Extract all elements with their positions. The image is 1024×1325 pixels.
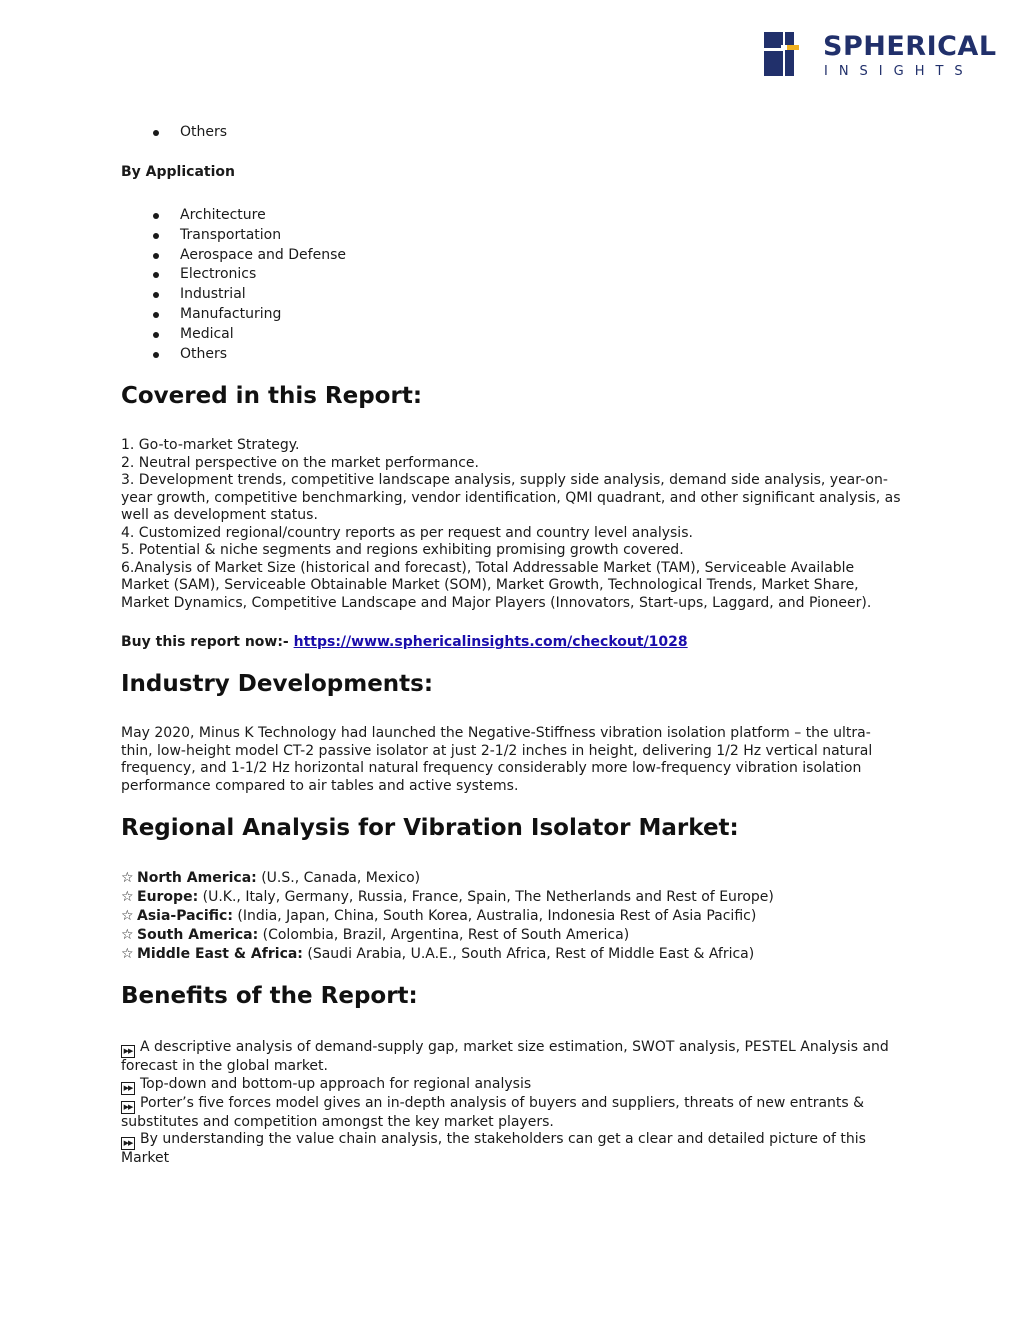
regional-heading: Regional Analysis for Vibration Isolator Market: bbox=[121, 815, 739, 841]
region-countries: (Colombia, Brazil, Argentina, Rest of South America) bbox=[262, 927, 630, 943]
region-name: North America: bbox=[137, 870, 257, 886]
list-item: Industrial bbox=[121, 285, 821, 305]
region-countries: (U.K., Italy, Germany, Russia, France, Spain, The Netherlands and Rest of Europe) bbox=[202, 889, 774, 905]
list-item: Architecture bbox=[121, 206, 821, 226]
checkout-link[interactable]: https://www.sphericalinsights.com/checkout/1028 bbox=[293, 634, 688, 650]
region-countries: (U.S., Canada, Mexico) bbox=[261, 870, 421, 886]
application-list bbox=[121, 206, 821, 364]
region-row bbox=[121, 945, 901, 964]
covered-item: 1. Go-to-market Strategy. bbox=[121, 437, 300, 453]
benefits-list bbox=[121, 1039, 901, 1168]
list-item: Manufacturing bbox=[121, 305, 821, 325]
benefit-item: ▶▶ By understanding the value chain analysis, the stakeholders can get a clear and detailed picture of this Market bbox=[121, 1131, 866, 1166]
list-item: Others bbox=[121, 345, 821, 365]
region-row bbox=[121, 926, 901, 945]
star-icon: ☆ bbox=[121, 889, 134, 905]
industry-text: May 2020, Minus K Technology had launched the Negative-Stiffness vibration isolation platform – the ultra-thin, low-height model CT-2 passive isolator at just 2-1/2 inches in height, delivering 1/2 Hz vertical natural frequency, and 1-1/2 Hz horizontal natural frequency considerably more low-frequency vibration isolation performance compared to air tables and active systems. bbox=[121, 725, 873, 794]
by-application-heading: By Application bbox=[121, 164, 235, 180]
logo-mark bbox=[763, 30, 997, 79]
region-countries: (India, Japan, China, South Korea, Australia, Indonesia Rest of Asia Pacific) bbox=[237, 908, 757, 924]
industry-heading: Industry Developments: bbox=[121, 671, 434, 697]
covered-list bbox=[121, 437, 901, 612]
benefit-item: ▶▶ Top-down and bottom-up approach for regional analysis bbox=[121, 1076, 901, 1095]
fast-forward-icon: ▶▶ bbox=[121, 1137, 135, 1150]
region-countries: (Saudi Arabia, U.A.E., South Africa, Rest of Middle East & Africa) bbox=[307, 946, 755, 962]
logo-word-insights: INSIGHTS bbox=[824, 64, 974, 79]
brand-logo bbox=[763, 30, 997, 79]
fast-forward-icon: ▶▶ bbox=[121, 1045, 135, 1058]
covered-item: 4. Customized regional/country reports as per request and country level analysis. bbox=[121, 524, 693, 541]
covered-item: 3. Development trends, competitive landscape analysis, supply side analysis, demand side analysis, year-on-year growth, competitive benchmarking, vendor identification, QMI quadrant, and other significant analysis, as well as development status. bbox=[121, 472, 901, 523]
benefits-heading: Benefits of the Report: bbox=[121, 983, 418, 1009]
covered-heading: Covered in this Report: bbox=[121, 383, 423, 409]
region-list bbox=[121, 869, 901, 964]
covered-item: 2. Neutral perspective on the market performance. bbox=[121, 454, 479, 471]
region-row bbox=[121, 869, 901, 888]
type-list-tail bbox=[121, 123, 821, 143]
covered-item: 6.Analysis of Market Size (historical and forecast), Total Addressable Market (TAM), Serviceable Available Market (SAM), Serviceable Obtainable Market (SOM), Market Growth, Technological Trends, Market Share, Market Dynamics, Competitive Landscape and Major Players (Innovators, Start-ups, Laggard, and Pioneer). bbox=[121, 559, 872, 611]
region-name: South America: bbox=[137, 927, 259, 943]
list-item: Medical bbox=[121, 325, 821, 345]
logo-word-spherical: SPHERICAL bbox=[823, 31, 997, 62]
region-name: Asia-Pacific: bbox=[137, 908, 233, 924]
list-item: Aerospace and Defense bbox=[121, 246, 821, 266]
region-name: Middle East & Africa: bbox=[137, 946, 303, 962]
star-icon: ☆ bbox=[121, 908, 134, 924]
list-item: Others bbox=[121, 123, 821, 143]
star-icon: ☆ bbox=[121, 946, 134, 962]
star-icon: ☆ bbox=[121, 870, 134, 886]
buy-now-label: Buy this report now:- bbox=[121, 634, 289, 650]
fast-forward-icon: ▶▶ bbox=[121, 1082, 135, 1095]
covered-item: 5. Potential & niche segments and regions exhibiting promising growth covered. bbox=[121, 542, 684, 558]
benefit-item: ▶▶ Porter’s five forces model gives an in-depth analysis of buyers and suppliers, threats of new entrants & substitutes and competition amongst the key market players. bbox=[121, 1094, 865, 1130]
region-row bbox=[121, 907, 901, 926]
region-name: Europe: bbox=[137, 889, 199, 905]
list-item: Electronics bbox=[121, 265, 821, 285]
star-icon: ☆ bbox=[121, 927, 134, 943]
region-row bbox=[121, 888, 901, 907]
fast-forward-icon: ▶▶ bbox=[121, 1101, 135, 1114]
list-item: Transportation bbox=[121, 226, 821, 246]
buy-now-line bbox=[121, 634, 688, 652]
benefit-item: ▶▶ A descriptive analysis of demand-supply gap, market size estimation, SWOT analysis, PESTEL Analysis and forecast in the global market. bbox=[121, 1039, 889, 1074]
